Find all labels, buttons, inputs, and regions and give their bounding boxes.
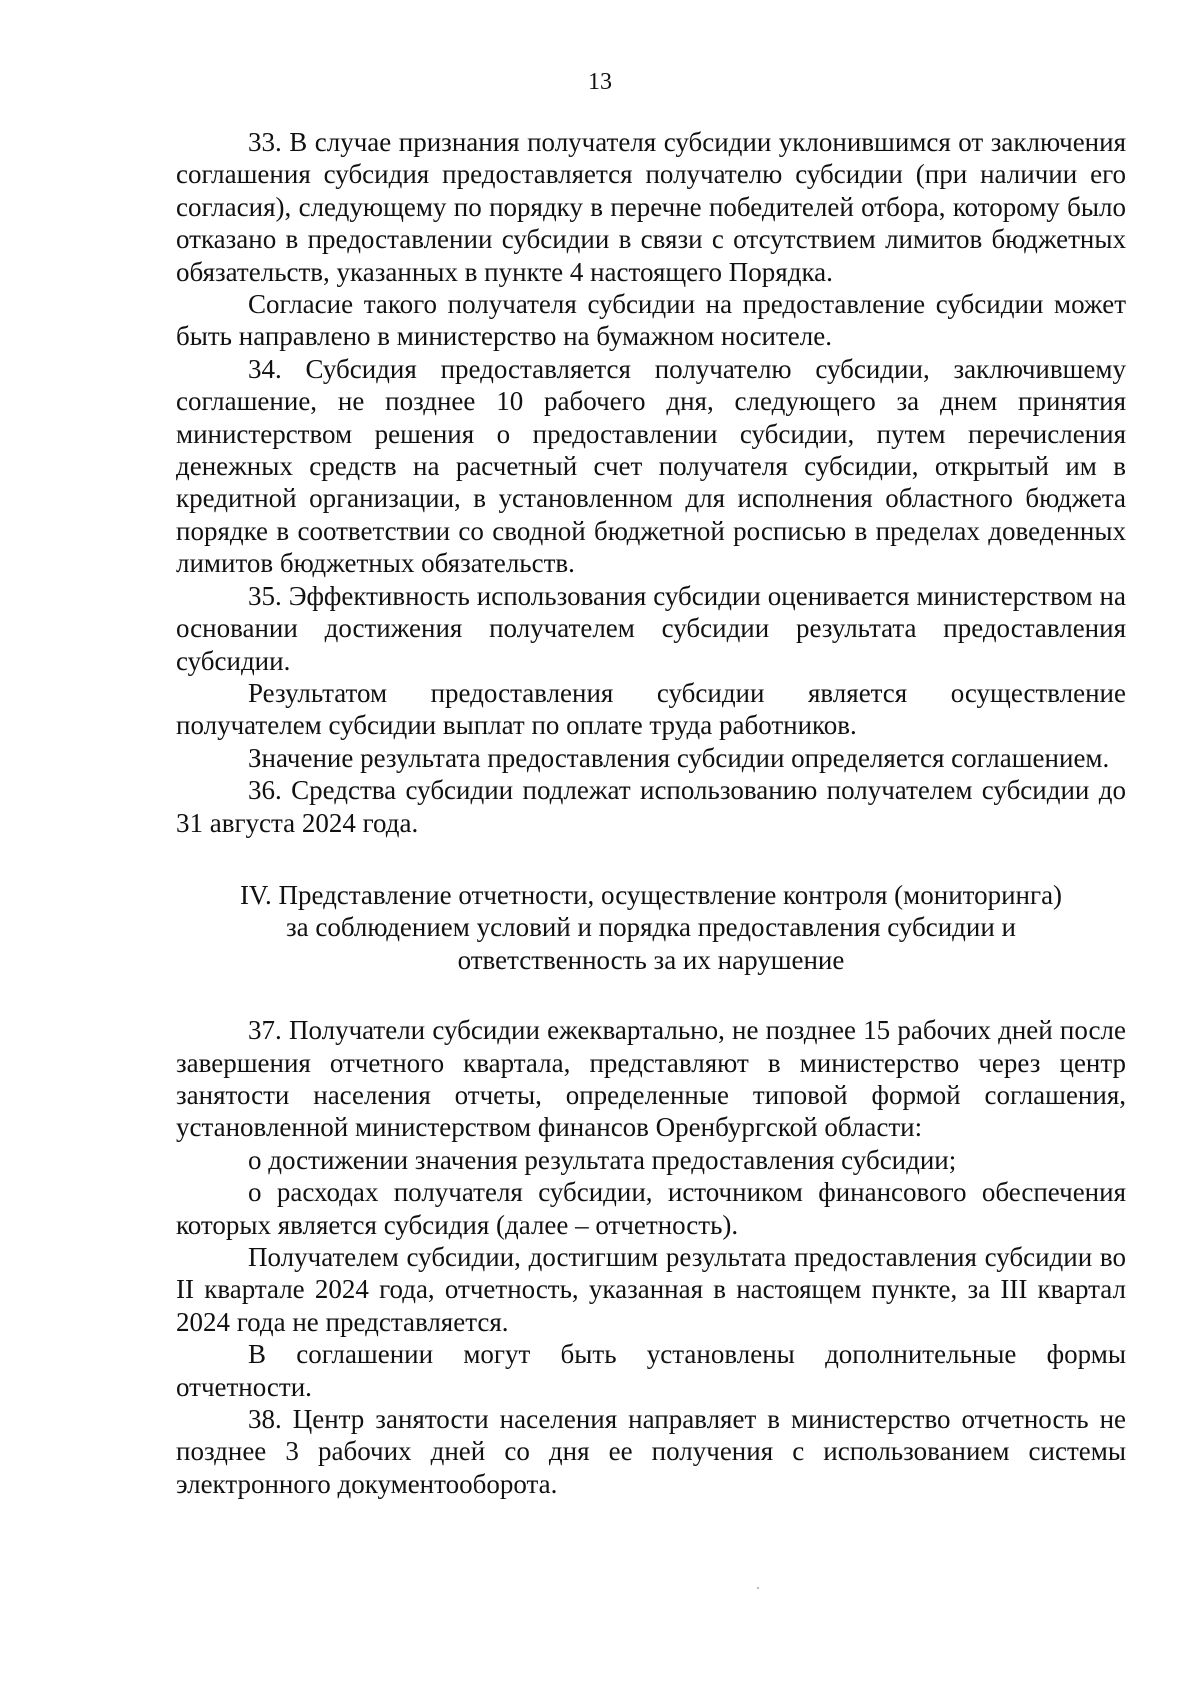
paragraph-37-item-result: о достижении значения результата предоставления субсидии; <box>248 1144 957 1175</box>
paragraph-33-consent: Согласие такого получателя субсидии на предоставление субсидии может быть направлено в министерство на бумажном носителе. <box>176 289 1126 352</box>
paragraph-33: 33. В случае признания получателя субсидии уклонившимся от заключения соглашения субсидия предоставляется получателю субсидии (при наличии его согласия), следующему по порядку в перечне победителей отбора, которому было отказано в предоставлении субсидии в связи с отсутствием лимитов бюджетных обязательств, указанных в пункте 4 настоящего Порядка. <box>176 127 1126 287</box>
paragraph-34: 34. Субсидия предоставляется получателю субсидии, заключившему соглашение, не позднее 10 рабочего дня, следующего за днем принятия министерством решения о предоставлении субсидии, путем перечисления денежных средств на расчетный счет получателя субсидии, открытый им в кредитной организации, в установленном для исполнения областного бюджета порядке в соответствии со сводной бюджетной росписью в пределах доведенных лимитов бюджетных обязательств. <box>176 353 1126 579</box>
document-body <box>176 126 1126 1500</box>
paragraph-37: 37. Получатели субсидии ежеквартально, не позднее 15 рабочих дней после завершения отчетного квартала, представляют в министерство через центр занятости населения отчеты, определенные типовой формой соглашения, установленной министерством финансов Оренбургской области: <box>176 1015 1126 1143</box>
paragraph-37-item-expenses: о расходах получателя субсидии, источником финансового обеспечения которых является субсидия (далее – отчетность). <box>176 1177 1126 1240</box>
section-heading-line-3: ответственность за их нарушение <box>457 944 845 975</box>
paragraph-35-value: Значение результата предоставления субсидии определяется соглашением. <box>248 742 1110 773</box>
paragraph-38: 38. Центр занятости населения направляет в министерство отчетность не позднее 3 рабочих дней со дня ее получения с использованием системы электронного документооборота. <box>176 1404 1126 1499</box>
section-heading-line-2: за соблюдением условий и порядка предоставления субсидии и <box>285 912 1017 943</box>
paragraph-36: 36. Средства субсидии подлежат использованию получателем субсидии до 31 августа 2024 года. <box>176 775 1126 838</box>
paragraph-35: 35. Эффективность использования субсидии оценивается министерством на основании достижения получателем субсидии результата предоставления субсидии. <box>176 580 1126 676</box>
paragraph-37-additional-forms: В соглашении могут быть установлены дополнительные формы отчетности. <box>176 1339 1126 1402</box>
paragraph-37-exception: Получателем субсидии, достигшим результата предоставления субсидии во II квартале 2024 года, отчетность, указанная в настоящем пункте, за III квартал 2024 года не представляется. <box>176 1242 1126 1337</box>
scan-artifact <box>757 1587 759 1589</box>
paragraph-35-result: Результатом предоставления субсидии является осуществление получателем субсидии выплат по оплате труда работников. <box>176 677 1126 741</box>
section-heading <box>176 879 1126 976</box>
page-number: 13 <box>588 69 612 95</box>
section-heading-line-1: IV. Представление отчетности, осуществление контроля (мониторинга) <box>239 879 1063 910</box>
